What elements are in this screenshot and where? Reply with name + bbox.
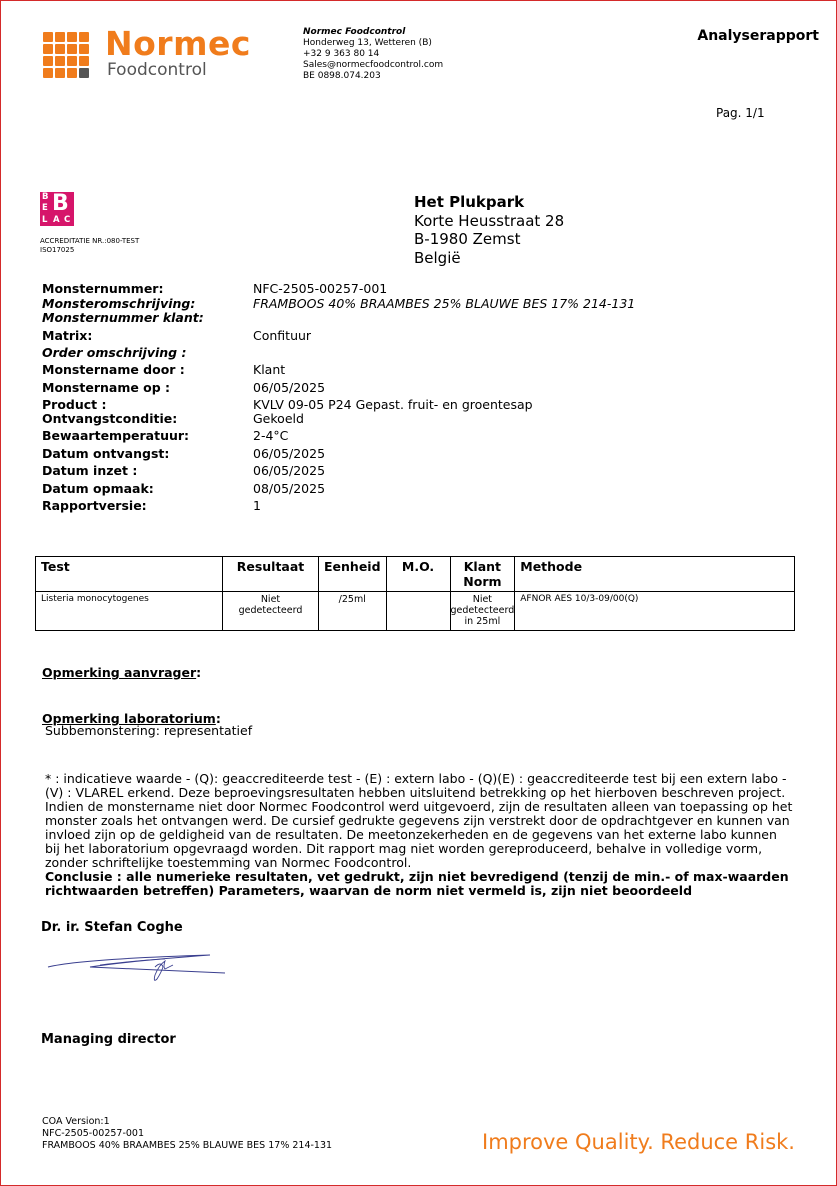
report-title: Analyserapport bbox=[697, 28, 819, 44]
belac-letter: E bbox=[42, 203, 48, 213]
recipient-country: België bbox=[414, 248, 461, 267]
page-number: Pag. 1/1 bbox=[716, 106, 765, 120]
accreditation-number: ACCREDITATIE NR.:080-TEST bbox=[40, 237, 140, 245]
normec-logo-icon bbox=[43, 32, 89, 78]
belac-letter: C bbox=[64, 215, 71, 225]
signer-name: Dr. ir. Stefan Coghe bbox=[41, 920, 183, 935]
footer-info bbox=[42, 1116, 332, 1152]
col-header-mo: M.O. bbox=[386, 557, 450, 592]
requester-remark-label: Opmerking aanvrager bbox=[42, 665, 197, 680]
results-table bbox=[35, 556, 795, 631]
table-row bbox=[36, 592, 795, 631]
info-label: Bewaartemperatuur: bbox=[42, 428, 190, 443]
info-value: KVLV 09-05 P24 Gepast. fruit- en groentesap bbox=[253, 397, 533, 412]
brand-name: Normec bbox=[105, 24, 251, 63]
recipient-city: B-1980 Zemst bbox=[414, 230, 521, 248]
accreditation-standard: ISO17025 bbox=[40, 246, 75, 254]
info-value: 06/05/2025 bbox=[253, 463, 326, 478]
info-value: 2-4°C bbox=[253, 428, 289, 443]
lab-remark-label: Opmerking laboratorium bbox=[42, 711, 216, 726]
info-value: Confituur bbox=[253, 328, 312, 343]
belac-logo-icon bbox=[40, 192, 74, 226]
brand-subtitle: Foodcontrol bbox=[107, 60, 207, 80]
cell-test: Listeria monocytogenes bbox=[36, 592, 223, 631]
info-label: Matrix: bbox=[42, 328, 93, 343]
recipient-address bbox=[414, 193, 564, 267]
col-header-test: Test bbox=[36, 557, 223, 592]
disclaimer-text: * : indicatieve waarde - (Q): geaccrediteerde test - (E) : extern labo - (Q)(E) : geaccrediteerde test bij een extern labo - (V) : VLAREL erkend. Deze beproevingsresultaten hebben uitsluitend betrekking op het hierboven beschreven project. Indien de monstername niet door Normec Foodcontrol werd uitgevoerd, zijn de resultaten alleen van toepassing op het monster zoals het ontvangen werd. De cursief gedrukte gegevens zijn verstrekt door de opdrachtgever en kunnen van invloed zijn op de geldigheid van de resultaten. De meetonzekerheden en de gegevens van het externe labo kunnen bij het laboratorium opgevraagd worden. Dit rapport mag niet worden gereproduceerd, behalve in volledige vorm, zonder schriftelijke toestemming van Normec Foodcontrol. bbox=[45, 771, 793, 870]
cell-method: AFNOR AES 10/3-09/00(Q) bbox=[515, 592, 795, 631]
info-label: Order omschrijving : bbox=[42, 345, 187, 360]
info-label: Rapportversie: bbox=[42, 498, 147, 513]
info-label: Monstername op : bbox=[42, 379, 171, 395]
footer-sample-number: NFC-2505-00257-001 bbox=[42, 1128, 145, 1139]
col-header-unit: Eenheid bbox=[319, 557, 387, 592]
info-label: Product : bbox=[42, 397, 107, 412]
info-label: Datum ontvangst: bbox=[42, 445, 170, 461]
info-value: FRAMBOOS 40% BRAAMBES 25% BLAUWE BES 17% 214-131 bbox=[253, 296, 636, 311]
accreditation-info bbox=[40, 237, 139, 255]
requester-remark: Opmerking aanvrager: bbox=[42, 665, 202, 680]
results-header-row bbox=[36, 557, 795, 592]
company-address-block bbox=[303, 27, 443, 82]
cell-norm: Niet gedetecteerd in 25ml bbox=[450, 592, 515, 631]
info-label: Monsternummer klant: bbox=[42, 310, 204, 325]
company-name: Normec Foodcontrol bbox=[303, 27, 406, 37]
col-header-result: Resultaat bbox=[223, 557, 319, 592]
company-address: Honderweg 13, Wetteren (B) bbox=[303, 38, 432, 48]
cell-mo bbox=[386, 592, 450, 631]
company-email[interactable]: Sales@normecfoodcontrol.com bbox=[303, 60, 444, 70]
info-label: Datum inzet : bbox=[42, 463, 138, 478]
belac-letter: L bbox=[42, 215, 48, 225]
company-phone: +32 9 363 80 14 bbox=[303, 49, 380, 59]
recipient-name: Het Plukpark bbox=[414, 193, 525, 211]
company-vat: BE 0898.074.203 bbox=[303, 71, 381, 81]
info-label: Monsteromschrijving: bbox=[42, 296, 196, 311]
info-label: Monsternummer: bbox=[42, 281, 164, 296]
col-header-method: Methode bbox=[515, 557, 795, 592]
belac-letter: B bbox=[42, 192, 49, 202]
info-label: Datum opmaak: bbox=[42, 480, 154, 496]
cell-unit: /25ml bbox=[319, 592, 387, 631]
info-label: Ontvangstconditie: bbox=[42, 411, 178, 426]
belac-big-b: B bbox=[52, 191, 69, 216]
info-label: Monstername door : bbox=[42, 362, 185, 377]
recipient-street: Korte Heusstraat 28 bbox=[414, 211, 565, 230]
info-value: 1 bbox=[253, 498, 261, 513]
info-value: Klant bbox=[253, 362, 286, 377]
col-header-norm: Klant Norm bbox=[450, 557, 515, 592]
disclaimer bbox=[45, 772, 795, 898]
footer-sample-description: FRAMBOOS 40% BRAAMBES 25% BLAUWE BES 17% 214-131 bbox=[42, 1140, 333, 1151]
conclusion-text: Conclusie : alle numerieke resultaten, vet gedrukt, zijn niet bevredigend (tenzij de min.- of max-waarden richtwaarden betreffen) Parameters, waarvan de norm niet vermeld is, zijn niet beoordeeld bbox=[45, 869, 789, 898]
info-value: 06/05/2025 bbox=[253, 379, 326, 395]
info-value: NFC-2505-00257-001 bbox=[253, 281, 388, 296]
slogan: Improve Quality. Reduce Risk. bbox=[482, 1130, 795, 1154]
info-value: Gekoeld bbox=[253, 411, 304, 426]
info-value: 08/05/2025 bbox=[253, 480, 326, 496]
lab-remark: Opmerking laboratorium: bbox=[42, 711, 221, 726]
signature-icon bbox=[40, 945, 240, 990]
belac-letter: A bbox=[53, 215, 60, 225]
info-value: 06/05/2025 bbox=[253, 445, 326, 461]
signer-role: Managing director bbox=[41, 1032, 176, 1047]
cell-result: Niet gedetecteerd bbox=[223, 592, 319, 631]
coa-version: COA Version:1 bbox=[42, 1116, 110, 1127]
lab-remark-value: Subbemonstering: representatief bbox=[45, 723, 253, 738]
